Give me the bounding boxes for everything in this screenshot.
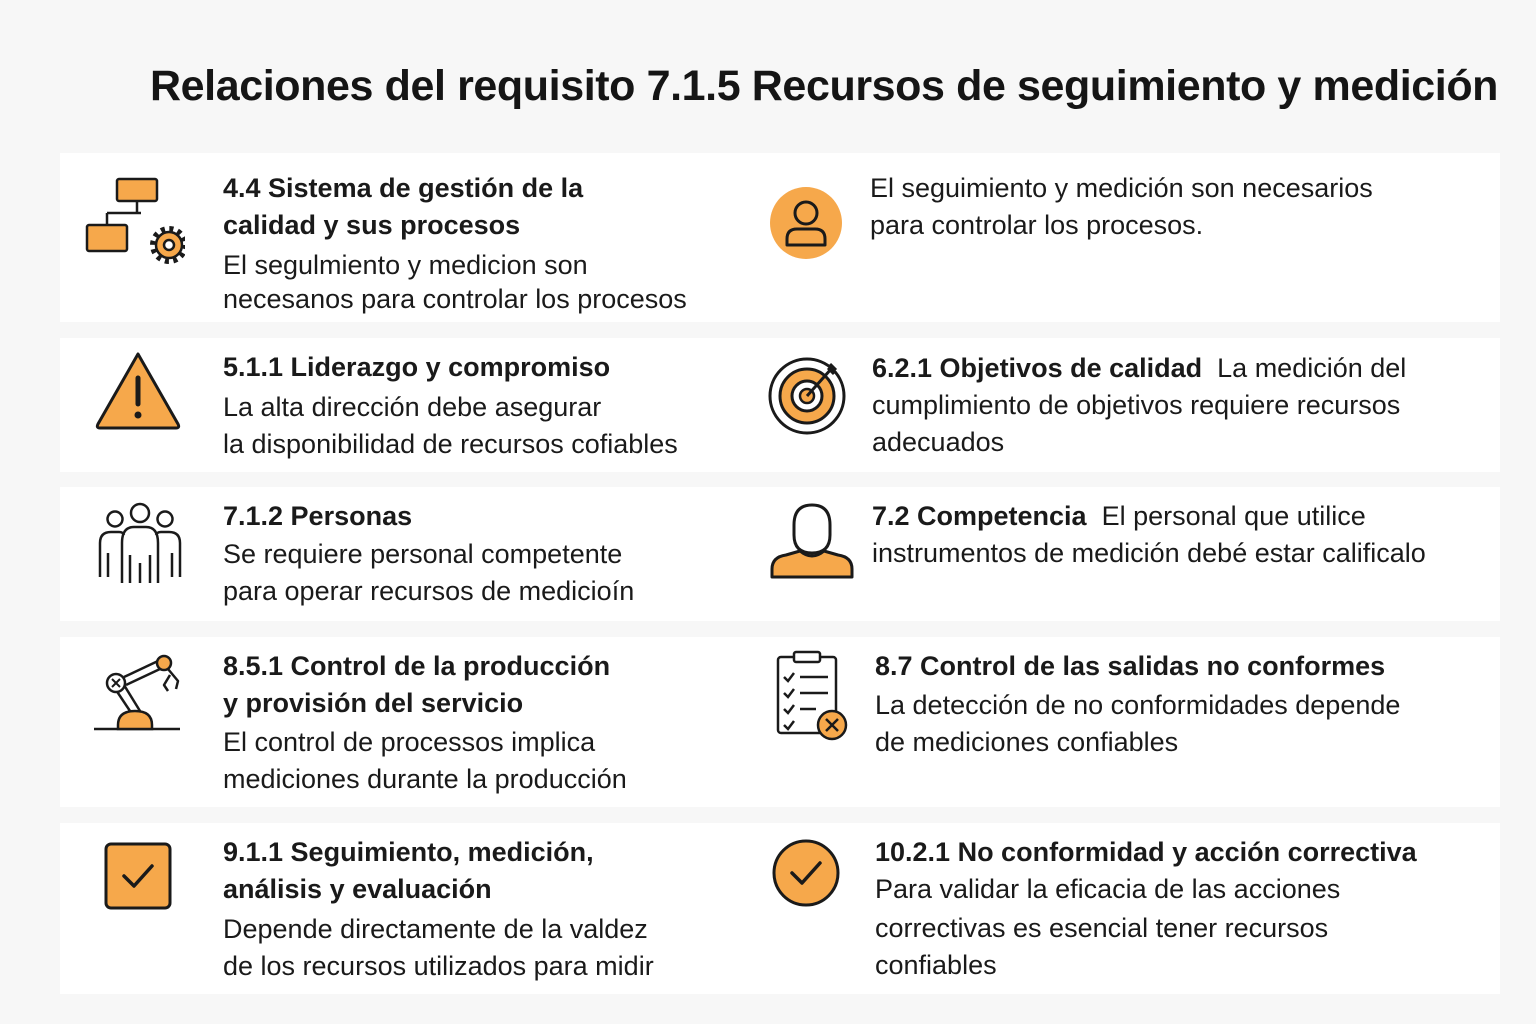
card-row: [60, 637, 1500, 807]
user-circle-icon: [760, 173, 860, 273]
card-monitoring-analysis: [60, 823, 760, 994]
item-description-line: El control de processos implica: [223, 727, 596, 757]
item-heading-line: calidad y sus procesos: [223, 210, 521, 240]
card-leadership: [60, 338, 760, 472]
card-production-control: [60, 637, 760, 807]
card-row: [60, 338, 1500, 472]
item-description-line: Para validar la eficacia de las acciones: [875, 874, 1341, 904]
item-text: [223, 349, 678, 463]
item-description-line: necesanos para controlar los procesos: [223, 284, 687, 314]
item-description-line: para operar recursos de medicioín: [223, 576, 635, 606]
item-text: [875, 834, 1417, 984]
item-description-line: mediciones durante la producción: [223, 764, 627, 794]
item-description-line: confiables: [875, 950, 997, 980]
item-description-line: instrumentos de medición debé estar calificalo: [872, 538, 1426, 568]
item-heading-line: 9.1.1 Seguimiento, medición,: [223, 837, 594, 867]
item-heading-line: 7.1.2 Personas: [223, 501, 413, 531]
item-heading-line: 8.7 Control de las salidas no conformes: [875, 651, 1386, 681]
item-description-line: La medición del: [1217, 353, 1407, 383]
item-heading: 7.2 Competencia: [872, 501, 1087, 531]
check-circle-icon: [765, 835, 865, 935]
item-description-line: adecuados: [872, 427, 1005, 457]
card-competence: [760, 487, 1500, 621]
item-heading: 6.2.1 Objetivos de calidad: [872, 353, 1203, 383]
card-row: [60, 823, 1500, 994]
item-heading-line: y provisión del servicio: [223, 688, 524, 718]
item-text: [870, 170, 1373, 244]
item-description-line: La detección de no conformidades depende: [875, 690, 1401, 720]
warning-icon: [90, 348, 190, 448]
item-text: [223, 834, 654, 985]
item-text: [223, 170, 687, 318]
item-description-line: de los recursos utilizados para midir: [223, 951, 654, 981]
item-text: [872, 350, 1472, 461]
item-description-line: El segulmiento y medicion son: [223, 250, 588, 280]
item-line: [872, 498, 1492, 535]
item-heading-line: 8.5.1 Control de la producción: [223, 651, 611, 681]
item-description-line: para controlar los procesos.: [870, 210, 1204, 240]
item-description-line: El personal que utilice: [1101, 501, 1366, 531]
robot-arm-icon: [90, 647, 190, 747]
item-description-line: Se requiere personal competente: [223, 539, 623, 569]
card-quality-objectives: [760, 338, 1500, 472]
card-row: [60, 487, 1500, 621]
item-heading-line: análisis y evaluación: [223, 874, 492, 904]
card-row: [60, 153, 1500, 322]
item-text: [223, 648, 627, 798]
item-description-line: Depende directamente de la valdez: [223, 914, 648, 944]
item-heading-line: 10.2.1 No conformidad y acción correctiva: [875, 837, 1417, 867]
item-text: [223, 498, 634, 610]
clipboard-checklist-icon: [770, 649, 870, 749]
card-people: [60, 487, 760, 621]
item-heading-line: 4.4 Sistema de gestión de la: [223, 173, 584, 203]
card-quality-management-system: [60, 153, 760, 322]
item-line: [872, 350, 1472, 387]
item-description-line: La alta dirección debe asegurar: [223, 392, 602, 422]
card-corrective-action: [760, 823, 1500, 994]
card-nonconforming-outputs: [760, 637, 1500, 807]
item-description-line: El seguimiento y medición son necesarios: [870, 173, 1373, 203]
page-title: Relaciones del requisito 7.1.5 Recursos de seguimiento y medición: [150, 62, 1499, 110]
target-icon: [760, 348, 860, 448]
item-text: [872, 498, 1492, 572]
card-monitoring-note: [760, 153, 1500, 322]
item-text: [875, 648, 1400, 761]
item-description-line: correctivas es esencial tener recursos: [875, 913, 1329, 943]
item-heading-line: 5.1.1 Liderazgo y compromiso: [223, 352, 611, 382]
checkbox-icon: [100, 838, 200, 938]
item-description-line: cumplimiento de objetivos requiere recursos: [872, 390, 1401, 420]
item-description-line: la disponibilidad de recursos cofiables: [223, 429, 678, 459]
process-diagram-icon: [85, 173, 185, 273]
people-group-icon: [90, 497, 190, 597]
person-icon: [760, 495, 860, 595]
item-description-line: de mediciones confiables: [875, 727, 1179, 757]
